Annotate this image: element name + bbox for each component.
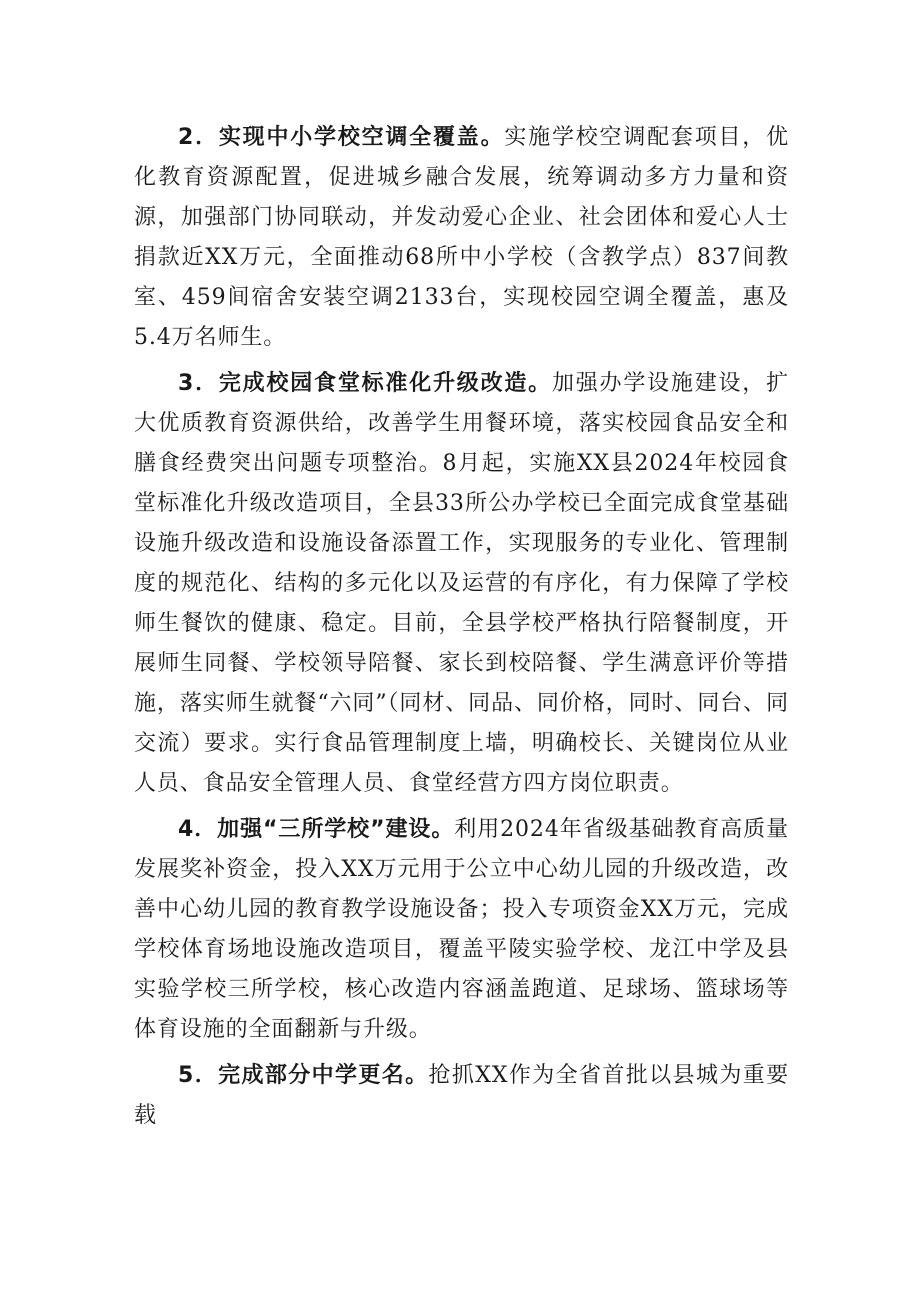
- document-body: [134, 118, 789, 1142]
- paragraph-heading: 4．加强“三所学校”建设。: [178, 817, 455, 842]
- paragraph-canteen-upgrade: [134, 364, 789, 804]
- paragraph-text: 抢抓XX作为全省首批以县城为重要载: [134, 1063, 789, 1128]
- paragraph-text: 实施学校空调配套项目，优化教育资源配置，促进城乡融合发展，统筹调动多方力量和资源，加强部门协同联动，并发动爱心企业、社会团体和爱心人士捐款近XX万元，全面推动68所中小学校（含教学点）837间教室、459间宿舍安装空调2133台，实现校园空调全覆盖，惠及5.4万名师生。: [134, 125, 789, 350]
- paragraph-heading: 2．实现中小学校空调全覆盖。: [178, 125, 505, 150]
- paragraph-text: 利用2024年省级基础教育高质量发展奖补资金，投入XX万元用于公立中心幼儿园的升级改造，改善中心幼儿园的教育教学设施设备；投入专项资金XX万元，完成学校体育场地设施改造项目，覆盖平陵实验学校、龙江中学及县实验学校三所学校，核心改造内容涵盖跑道、足球场、篮球场等体育设施的全面翻新与升级。: [134, 817, 789, 1042]
- paragraph-school-renaming: [134, 1056, 789, 1136]
- paragraph-air-conditioning: [134, 118, 789, 358]
- paragraph-text: 加强办学设施建设，扩大优质教育资源供给，改善学生用餐环境，落实校园食品安全和膳食经费突出问题专项整治。8月起，实施XX县2024年校园食堂标准化升级改造项目，全县33所公办学校已全面完成食堂基础设施升级改造和设施设备添置工作，实现服务的专业化、管理制度的规范化、结构的多元化以及运营的有序化，有力保障了学校师生餐饮的健康、稳定。目前，全县学校严格执行陪餐制度，开展师生同餐、学校领导陪餐、家长到校陪餐、学生满意评价等措施，落实师生就餐“六同”（同材、同品、同价格，同时、同台、同交流）要求。实行食品管理制度上墙，明确校长、关键岗位从业人员、食品安全管理人员、食堂经营方四方岗位职责。: [134, 371, 789, 796]
- paragraph-heading: 3．完成校园食堂标准化升级改造。: [178, 371, 552, 396]
- paragraph-heading: 5．完成部分中学更名。: [178, 1063, 429, 1088]
- paragraph-three-schools: [134, 810, 789, 1050]
